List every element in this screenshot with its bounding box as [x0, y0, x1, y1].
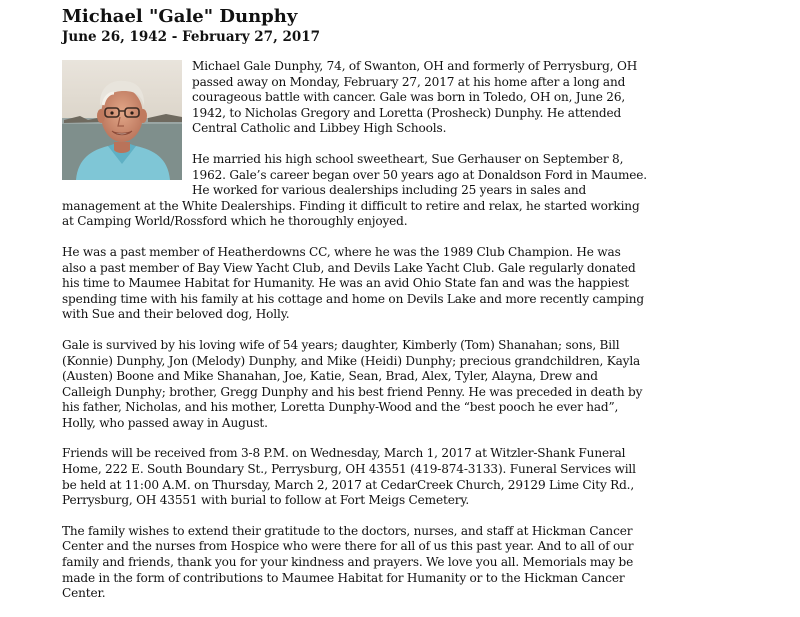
- paragraph-memberships: He was a past member of Heatherdowns CC, where he was the 1989 Club Champion. He was also a past member of Bay View Yacht Club, and Devils Lake Yacht Club. Gale regularly donated his time to Maumee Habitat for Humanity. He was an avid Ohio State fan and was the happiest spending time with his family at his cottage and home on Devils Lake and more recently camping with Sue and their beloved dog, Holly.: [62, 244, 644, 322]
- obituary-dates: June 26, 1942 - February 27, 2017: [62, 29, 321, 45]
- obituary-page: [62, 6, 648, 617]
- obituary-body: [62, 59, 648, 602]
- paragraph-survivors: Gale is survived by his loving wife of 54 years; daughter, Kimberly (Tom) Shanahan; sons, Bill (Konnie) Dunphy, Jon (Melody) Dunphy, and Mike (Heidi) Dunphy; precious grandchildren, Kayla (Austen) Boone and Mike Shanahan, Joe, Katie, Sean, Brad, Alex, Tyler, Alayna, Drew and Calleigh Dunphy; brother, Gregg Dunphy and his best friend Penny. He was preceded in death by his father, Nicholas, and his mother, Loretta Dunphy-Wood and the “best pooch he ever had”, Holly, who passed away in August.: [62, 337, 643, 430]
- portrait-photo: [62, 60, 182, 180]
- paragraph-career: He married his high school sweetheart, Sue Gerhauser on September 8, 1962. Gale’s career began over 50 years ago at Donaldson Ford in Maumee. He worked for various dealerships including 25 years in sales and management at the White Dealerships. Finding it difficult to retire and relax, he started working at Camping World/Rossford which he thoroughly enjoyed.: [62, 151, 647, 229]
- paragraph-intro: Michael Gale Dunphy, 74, of Swanton, OH and formerly of Perrysburg, OH passed away on Monday, February 27, 2017 at his home after a long and courageous battle with cancer. Gale was born in Toledo, OH on, June 26, 1942, to Nicholas Gregory and Loretta (Prosheck) Dunphy. He attended Central Catholic and Libbey High Schools.: [192, 59, 638, 136]
- paragraph-services: Friends will be received from 3-8 P.M. on Wednesday, March 1, 2017 at Witzler-Shank Funeral Home, 222 E. South Boundary St., Perrysburg, OH 43551 (419-874-3133). Funeral Services will be held at 11:00 A.M. on Thursday, March 2, 2017 at CedarCreek Church, 29129 Lime City Rd., Perrysburg, OH 43551 with burial to follow at Fort Meigs Cemetery.: [62, 446, 636, 508]
- obituary-name: Michael "Gale" Dunphy: [62, 6, 298, 27]
- paragraph-gratitude: The family wishes to extend their gratitude to the doctors, nurses, and staff at Hickman Cancer Center and the nurses from Hospice who were there for all of us this past year. And to all of our family and friends, thank you for your kindness and prayers. We love you all. Memorials may be made in the form of contributions to Maumee Habitat for Humanity or to the Hickman Cancer Center.: [62, 523, 634, 601]
